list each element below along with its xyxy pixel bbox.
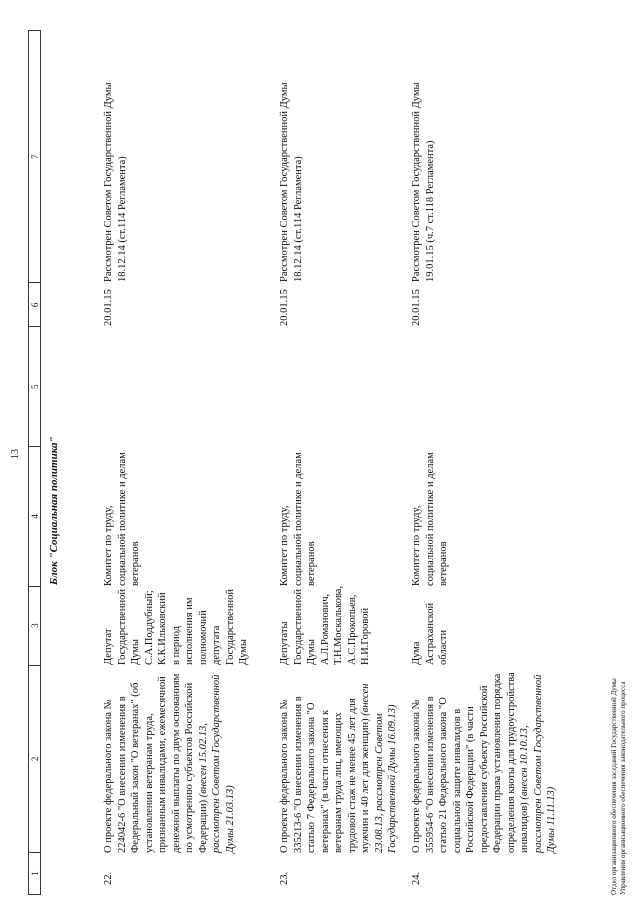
responsible-committee: Комитет по труду, социальной политике и делам ветеранов	[411, 452, 449, 586]
initiators: Депутаты Государственной Думы А.Л.Романович, Т.Н.Москалькова, А.С.Прокопьев, Н.И.Горовой	[279, 585, 371, 665]
bill-title: О проекте федерального закона № 335213-6 "О внесении изменения в статью 7 Федерального закона "О ветеранах" (в части отнесения к ветеранам труда лиц, имеющих трудовой стаж не менее 45 лет для мужчин и 40 лет для женщин)	[279, 696, 371, 853]
column-5-value	[278, 326, 400, 446]
column-number-header	[28, 30, 41, 895]
table-row	[410, 30, 559, 895]
col-header-6: 6	[29, 282, 40, 326]
row-number: 24.	[411, 871, 422, 885]
col-header-2: 2	[29, 665, 40, 853]
page-number: 13	[10, 449, 21, 459]
bill-title-cell	[278, 665, 400, 853]
col-header-5: 5	[29, 326, 40, 446]
column-5-value	[102, 326, 251, 446]
bill-note: (внесен 23.08.13, рассмотрен Советом Государственной Думы 16.09.13)	[360, 683, 398, 853]
initiators: Депутат Государственной Думы С.А.Поддубный; К.К.Ильковский в период исполнения им полномочий депутата Государственной Думы	[103, 589, 249, 665]
bill-title: О проекте федерального закона № 224042-6 "О внесении изменения в Федеральный закон "О ветеранах" (об установлении ветеранам труда, признанным инвалидами, ежемесячной денежной выплаты по двум основаниям по усмотрению субъектов Российской Федерации)	[103, 673, 209, 853]
date: 20.01.15	[279, 289, 290, 326]
status: Рассмотрен Советом Государственной Думы 18.12.14 (ст.114 Регламента)	[279, 82, 304, 282]
table-row	[102, 30, 251, 895]
footer-line-1: Отдел организационного обеспечения заседаний Государственной Думы	[610, 678, 618, 895]
responsible-committee: Комитет по труду, социальной политике и делам ветеранов	[103, 452, 141, 586]
col-header-3: 3	[29, 586, 40, 665]
date: 20.01.15	[103, 289, 114, 326]
bill-title: О проекте федерального закона № 355954-6 "О внесении изменения в статью 21 Федерального закона "О социальной защите инвалидов в Российской Федерации" (в части предоставления субъекту Российской Федерации права установления порядка определения квоты для трудоустройства инвалидов)	[411, 672, 530, 853]
bill-note: (внесен 15.02.13, рассмотрен Советом Государственной Думы 21.03.13)	[197, 674, 236, 853]
footer	[610, 678, 628, 895]
status: Рассмотрен Советом Государственной Думы 18.12.14 (ст.114 Регламента)	[103, 82, 128, 282]
status: Рассмотрен Советом Государственной Думы 19.01.15 (ч.7 ст.118 Регламента)	[411, 82, 436, 282]
footer-line-2: Управления организационного обеспечения законодательного процесса	[619, 681, 627, 895]
col-header-1: 1	[29, 852, 40, 894]
date: 20.01.15	[411, 289, 422, 326]
initiators: Дума Астраханской области	[411, 602, 449, 665]
table-row	[278, 30, 400, 895]
col-header-4: 4	[29, 446, 40, 586]
bill-note: (внесен 10.10.13, рассмотрен Советом Государственной Думы 11.11.13)	[519, 674, 557, 853]
bill-title-cell	[410, 665, 559, 853]
responsible-committee: Комитет по труду, социальной политике и делам ветеранов	[279, 452, 317, 586]
block-title: Блок "Социальная политика"	[48, 436, 60, 585]
bill-title-cell	[102, 665, 251, 853]
row-number: 23.	[279, 871, 290, 885]
column-5-value	[410, 326, 559, 446]
row-number: 22.	[103, 871, 114, 885]
col-header-7: 7	[30, 154, 40, 159]
